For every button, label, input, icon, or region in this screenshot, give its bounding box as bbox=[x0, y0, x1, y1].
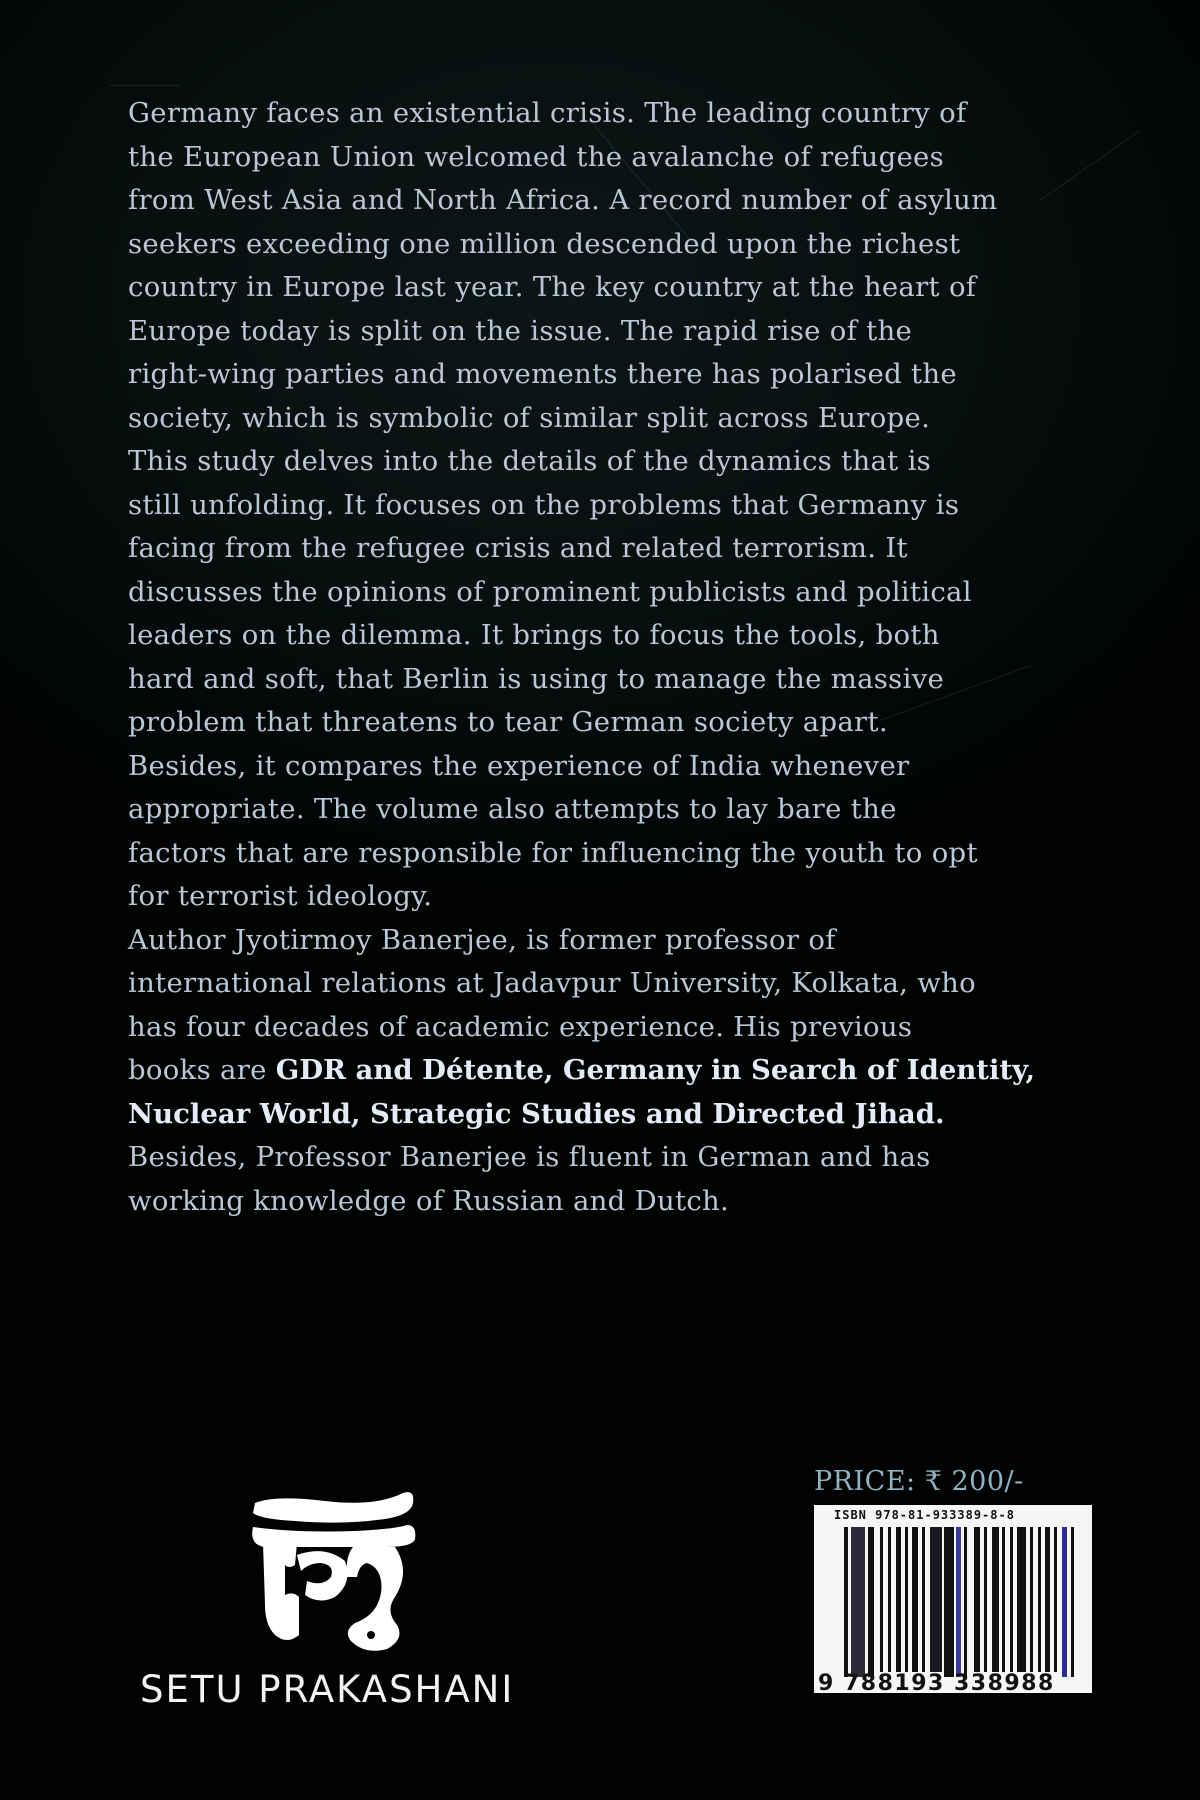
blurb-line: country in Europe last year. The key country at the heart of bbox=[128, 271, 977, 303]
author-bio-line: working knowledge of Russian and Dutch. bbox=[128, 1184, 730, 1217]
blurb-line: from West Asia and North Africa. A record number of asylum bbox=[128, 184, 998, 216]
blurb-line: still unfolding. It focuses on the problems that Germany is bbox=[128, 488, 960, 521]
blurb-line: appropriate. The volume also attempts to lay bare the bbox=[128, 793, 897, 825]
price-label: PRICE: ₹ 200/- bbox=[814, 1466, 1024, 1497]
previous-books-title: Nuclear World, Strategic Studies and Directed Jihad. bbox=[128, 1097, 945, 1130]
blurb-line: This study delves into the details of the dynamics that is bbox=[128, 445, 932, 477]
barcode-bars-icon bbox=[842, 1527, 1082, 1677]
blurb-line: Besides, it compares the experience of India whenever bbox=[128, 749, 910, 782]
surface-scratch bbox=[110, 85, 180, 86]
blurb-line: Europe today is split on the issue. The rapid rise of the bbox=[128, 314, 913, 347]
blurb-line: leaders on the dilemma. It brings to focus the tools, both bbox=[128, 619, 940, 651]
blurb-line: society, which is symbolic of similar split across Europe. bbox=[128, 401, 931, 434]
author-bio-line bbox=[128, 1049, 1108, 1093]
barcode-digits: 9 788193 338988 bbox=[818, 1671, 1055, 1696]
isbn-barcode bbox=[814, 1505, 1092, 1696]
publisher-name: SETU PRAKASHANI bbox=[140, 1668, 515, 1711]
author-bio-text: books are bbox=[128, 1054, 276, 1086]
blurb-text bbox=[128, 92, 1108, 1223]
blurb-line: problem that threatens to tear German society apart. bbox=[128, 706, 888, 738]
blurb-line: hard and soft, that Berlin is using to manage the massive bbox=[128, 662, 945, 695]
blurb-line: discusses the opinions of prominent publicists and political bbox=[128, 575, 972, 608]
previous-books-title: GDR and Détente, Germany in Search of Identity, bbox=[275, 1054, 1036, 1086]
author-bio-line: Author Jyotirmoy Banerjee, is former professor of bbox=[128, 923, 836, 956]
blurb-line: Germany faces an existential crisis. The leading country of bbox=[128, 97, 967, 129]
blurb-line: seekers exceeding one million descended upon the richest bbox=[128, 227, 961, 260]
setu-devanagari-logo-icon bbox=[235, 1485, 435, 1655]
blurb-line: facing from the refugee crisis and related terrorism. It bbox=[128, 532, 908, 564]
blurb-line: the European Union welcomed the avalanche of refugees bbox=[128, 140, 945, 173]
blurb-line: for terrorist ideology. bbox=[128, 880, 433, 912]
isbn-text: ISBN 978-81-933389-8-8 bbox=[834, 1508, 1015, 1522]
author-bio-line: has four decades of academic experience. His previous bbox=[128, 1010, 913, 1043]
author-bio-line: Besides, Professor Banerjee is fluent in German and has bbox=[128, 1141, 931, 1173]
author-bio-line: international relations at Jadavpur University, Kolkata, who bbox=[128, 967, 976, 999]
blurb-line: right-wing parties and movements there has polarised the bbox=[128, 358, 957, 390]
publisher-logo bbox=[130, 1470, 550, 1760]
blurb-line: factors that are responsible for influencing the youth to opt bbox=[128, 836, 978, 869]
